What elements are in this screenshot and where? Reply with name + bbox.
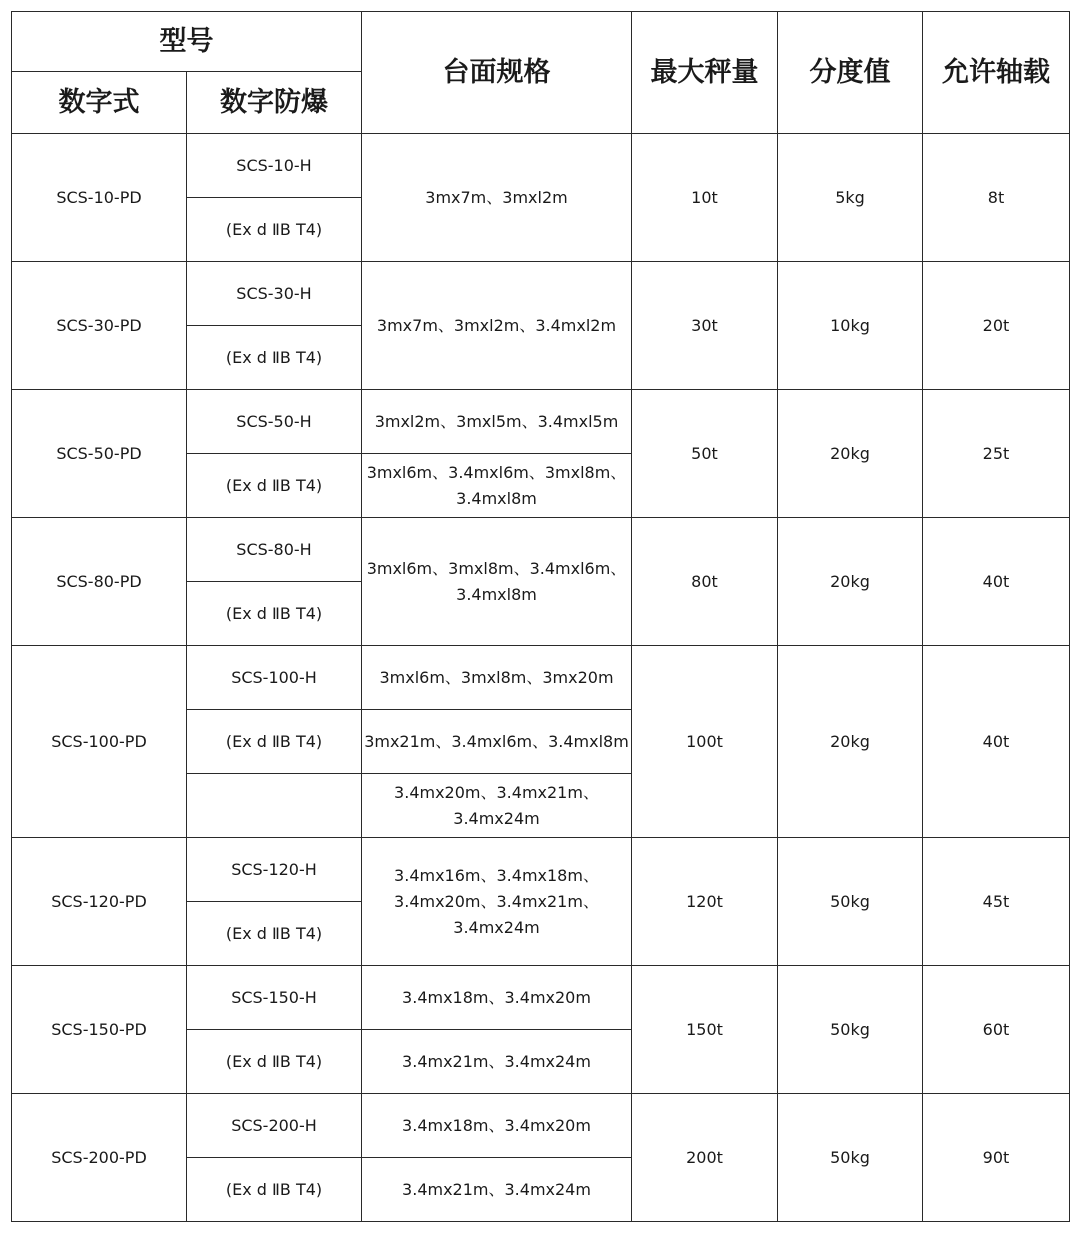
axle-load-cell: 60t <box>923 966 1070 1094</box>
platform-spec-cell: 3mxl6m、3mxl8m、3.4mxl6m、 3.4mxl8m <box>362 518 632 646</box>
ex-rating-cell: (Ex d ⅡB T4) <box>187 326 362 390</box>
platform-spec-cell: 3.4mx20m、3.4mx21m、 3.4mx24m <box>362 774 632 838</box>
digital-model-cell: SCS-100-PD <box>12 646 187 838</box>
platform-spec-cell: 3mxl6m、3mxl8m、3mx20m <box>362 646 632 710</box>
table-row <box>12 134 1070 198</box>
division-cell: 5kg <box>778 134 923 262</box>
axle-load-cell: 45t <box>923 838 1070 966</box>
header-axle-load: 允许轴载 <box>923 12 1070 134</box>
spec-table-body <box>12 12 1070 1222</box>
platform-spec-cell: 3mx7m、3mxl2m <box>362 134 632 262</box>
table-row <box>12 646 1070 710</box>
ex-rating-cell: (Ex d ⅡB T4) <box>187 582 362 646</box>
platform-spec-cell: 3.4mx18m、3.4mx20m <box>362 1094 632 1158</box>
ex-rating-cell: (Ex d ⅡB T4) <box>187 710 362 774</box>
platform-spec-cell: 3.4mx21m、3.4mx24m <box>362 1158 632 1222</box>
axle-load-cell: 90t <box>923 1094 1070 1222</box>
max-capacity-cell: 120t <box>632 838 778 966</box>
header-division: 分度值 <box>778 12 923 134</box>
platform-spec-cell: 3.4mx16m、3.4mx18m、 3.4mx20m、3.4mx21m、 3.4mx24m <box>362 838 632 966</box>
header-row-top <box>12 12 1070 72</box>
ex-model-cell: SCS-200-H <box>187 1094 362 1158</box>
axle-load-cell: 40t <box>923 518 1070 646</box>
division-cell: 20kg <box>778 646 923 838</box>
axle-load-cell: 8t <box>923 134 1070 262</box>
digital-model-cell: SCS-120-PD <box>12 838 187 966</box>
header-digital: 数字式 <box>12 72 187 134</box>
ex-rating-cell: (Ex d ⅡB T4) <box>187 1158 362 1222</box>
ex-model-cell: SCS-100-H <box>187 646 362 710</box>
digital-model-cell: SCS-150-PD <box>12 966 187 1094</box>
division-cell: 20kg <box>778 390 923 518</box>
digital-model-cell: SCS-10-PD <box>12 134 187 262</box>
ex-model-cell: SCS-120-H <box>187 838 362 902</box>
ex-model-cell: SCS-150-H <box>187 966 362 1030</box>
digital-model-cell: SCS-30-PD <box>12 262 187 390</box>
table-row <box>12 1094 1070 1158</box>
digital-model-cell: SCS-200-PD <box>12 1094 187 1222</box>
header-max-capacity: 最大秤量 <box>632 12 778 134</box>
platform-spec-cell: 3mx21m、3.4mxl6m、3.4mxl8m <box>362 710 632 774</box>
platform-spec-cell: 3mxl2m、3mxl5m、3.4mxl5m <box>362 390 632 454</box>
max-capacity-cell: 100t <box>632 646 778 838</box>
ex-empty-cell <box>187 774 362 838</box>
division-cell: 10kg <box>778 262 923 390</box>
max-capacity-cell: 50t <box>632 390 778 518</box>
table-row <box>12 966 1070 1030</box>
header-model: 型号 <box>12 12 362 72</box>
platform-spec-cell: 3mxl6m、3.4mxl6m、3mxl8m、 3.4mxl8m <box>362 454 632 518</box>
division-cell: 50kg <box>778 966 923 1094</box>
axle-load-cell: 25t <box>923 390 1070 518</box>
axle-load-cell: 40t <box>923 646 1070 838</box>
digital-model-cell: SCS-50-PD <box>12 390 187 518</box>
table-row <box>12 518 1070 582</box>
platform-spec-cell: 3mx7m、3mxl2m、3.4mxl2m <box>362 262 632 390</box>
division-cell: 20kg <box>778 518 923 646</box>
digital-model-cell: SCS-80-PD <box>12 518 187 646</box>
spec-table <box>11 11 1070 1222</box>
ex-model-cell: SCS-30-H <box>187 262 362 326</box>
max-capacity-cell: 10t <box>632 134 778 262</box>
platform-spec-cell: 3.4mx21m、3.4mx24m <box>362 1030 632 1094</box>
ex-model-cell: SCS-80-H <box>187 518 362 582</box>
division-cell: 50kg <box>778 838 923 966</box>
header-explosion-proof: 数字防爆 <box>187 72 362 134</box>
max-capacity-cell: 200t <box>632 1094 778 1222</box>
division-cell: 50kg <box>778 1094 923 1222</box>
max-capacity-cell: 80t <box>632 518 778 646</box>
max-capacity-cell: 150t <box>632 966 778 1094</box>
ex-rating-cell: (Ex d ⅡB T4) <box>187 1030 362 1094</box>
ex-rating-cell: (Ex d ⅡB T4) <box>187 902 362 966</box>
table-row <box>12 838 1070 902</box>
axle-load-cell: 20t <box>923 262 1070 390</box>
table-row <box>12 390 1070 454</box>
ex-model-cell: SCS-50-H <box>187 390 362 454</box>
ex-model-cell: SCS-10-H <box>187 134 362 198</box>
table-row <box>12 262 1070 326</box>
header-platform-spec: 台面规格 <box>362 12 632 134</box>
ex-rating-cell: (Ex d ⅡB T4) <box>187 454 362 518</box>
max-capacity-cell: 30t <box>632 262 778 390</box>
platform-spec-cell: 3.4mx18m、3.4mx20m <box>362 966 632 1030</box>
ex-rating-cell: (Ex d ⅡB T4) <box>187 198 362 262</box>
